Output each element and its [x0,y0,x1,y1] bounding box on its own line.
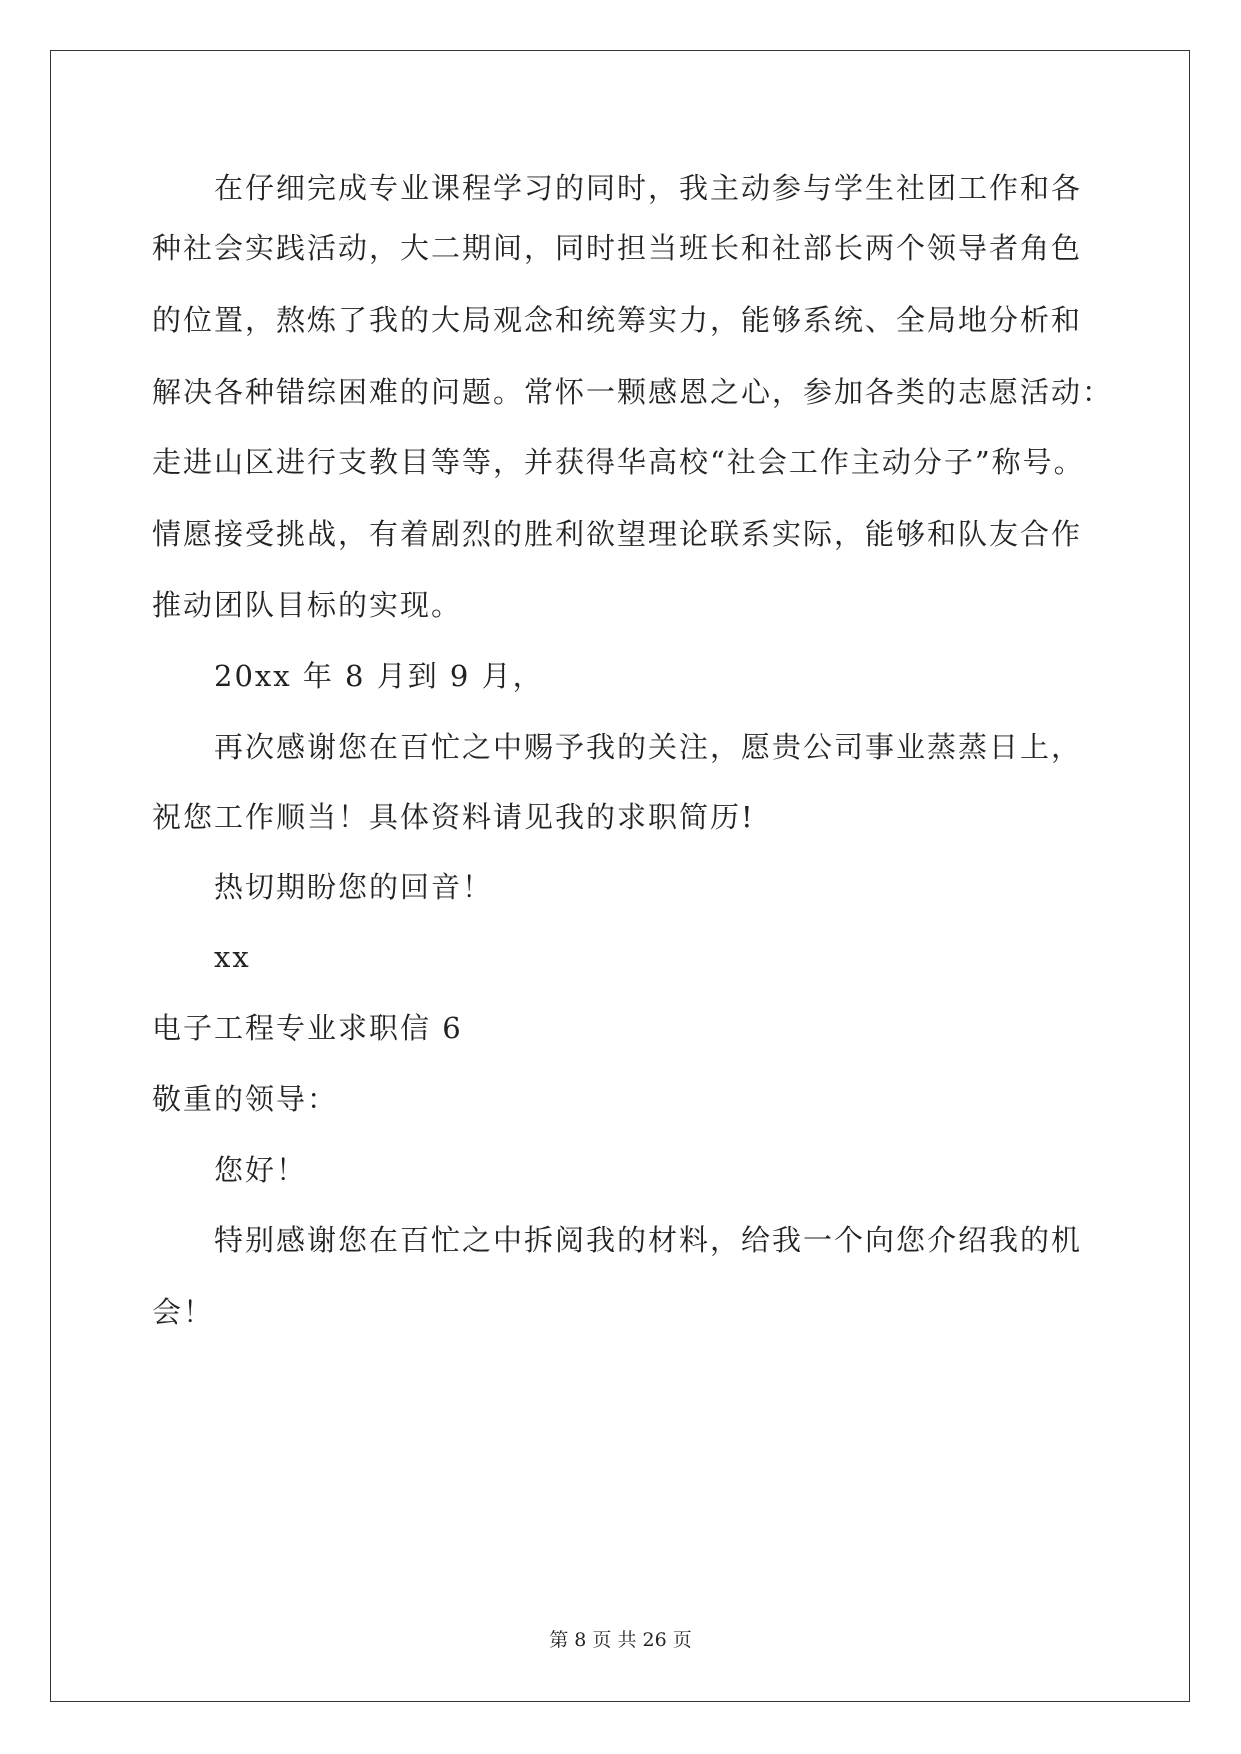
salutation: 敬重的领导： [152,1082,339,1116]
paragraph-line: 再次感谢您在百忙之中赐予我的关注，愿贵公司事业蒸蒸日上， [214,730,1083,764]
page-number: 第 8 页 共 26 页 [549,1629,692,1651]
paragraph-line: 热切期盼您的回音！ [214,870,494,904]
paragraph-line: 会！ [152,1295,215,1329]
paragraph-line: 推动团队目标的实现。 [152,588,463,622]
paragraph-line: 祝您工作顺当！具体资料请见我的求职简历! [152,800,755,834]
signature-line: xx [214,940,251,974]
paragraph-line: 走进山区进行支教目等等，并获得华高校“社会工作主动分子”称号。 [152,445,1085,479]
paragraph-line: 种社会实践活动，大二期间，同时担当班长和社部长两个领导者角色 [152,231,1083,265]
paragraph-line: 情愿接受挑战，有着剧烈的胜利欲望理论联系实际，能够和队友合作 [152,517,1083,551]
paragraph-line: 的位置，熬炼了我的大局观念和统筹实力，能够系统、全局地分析和 [152,303,1083,337]
paragraph-line: 解决各种错综困难的问题。常怀一颗感恩之心，参加各类的志愿活动： [152,375,1114,409]
paragraph-line: 在仔细完成专业课程学习的同时，我主动参与学生社团工作和各 [214,171,1083,205]
paragraph-line: 特别感谢您在百忙之中拆阅我的材料，给我一个向您介绍我的机 [214,1223,1083,1257]
paragraph-line: 20xx 年 8 月到 9 月， [214,659,544,693]
greeting: 您好！ [214,1153,308,1187]
section-heading: 电子工程专业求职信 6 [152,1011,463,1045]
